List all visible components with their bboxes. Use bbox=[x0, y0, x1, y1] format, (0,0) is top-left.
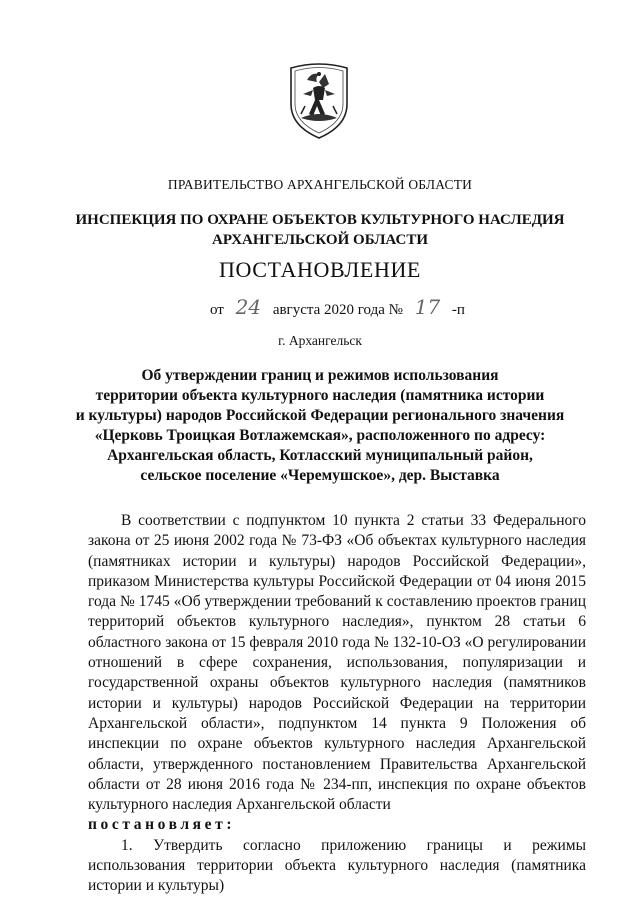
title-line: территории объекта культурного наследия (памятника истории bbox=[95, 387, 545, 404]
title-line: Архангельская область, Котласский муниципальный район, bbox=[107, 447, 533, 464]
handwritten-number: 17 bbox=[414, 295, 441, 319]
preamble-paragraph: В соответствии с подпунктом 10 пункта 2 статьи 33 Федерального закона от 25 июня 2002 года № 73-ФЗ «Об объектах культурного наследия (памятниках истории и культуры) народов Российской Федерации», приказом Министерства культуры Российской Федерации от 04 июня 2015 года № 1745 «Об утверждении требований к составлению проектов границ территорий объектов культурного наследия», пунктом 28 статьи 6 областного закона от 15 февраля 2010 года № 132-10-ОЗ «О регулировании отношений в сфере сохранения, использования, популяризации и государственной охраны объектов культурного наследия (памятников истории и культуры) народов Российской Федерации на территории Архангельской области», подпунктом 14 пункта 9 Положения об инспекции по охране объектов культурного наследия Архангельской области, утвержденного постановлением Правительства Архангельской области от 28 июня 2016 года № 234-пп, инспекция по охране объектов культурного наследия Архангельской области bbox=[88, 512, 586, 814]
handwritten-day: 24 bbox=[235, 295, 262, 319]
coat-of-arms-emblem bbox=[285, 60, 353, 140]
title-line: «Церковь Троицкая Вотлажемская», расположенного по адресу: bbox=[94, 427, 546, 444]
issuing-authority-line2: АРХАНГЕЛЬСКОЙ ОБЛАСТИ bbox=[212, 232, 428, 248]
issuing-authority-line1: ИНСПЕКЦИЯ ПО ОХРАНЕ ОБЪЕКТОВ КУЛЬТУРНОГО НАСЛЕДИЯ bbox=[75, 212, 565, 228]
government-name: ПРАВИТЕЛЬСТВО АРХАНГЕЛЬСКОЙ ОБЛАСТИ bbox=[167, 177, 473, 192]
city: г. Архангельск bbox=[278, 333, 362, 348]
title-line: сельское поселение «Черемушское», дер. Выставка bbox=[140, 467, 500, 484]
date-number-line bbox=[210, 295, 540, 319]
number-suffix: -п bbox=[451, 302, 465, 318]
document-body bbox=[88, 511, 586, 897]
document-title bbox=[0, 366, 640, 486]
title-line: Об утверждении границ и режимов использования bbox=[141, 367, 499, 384]
issuing-authority bbox=[0, 210, 640, 250]
document-type: ПОСТАНОВЛЕНИЕ bbox=[219, 257, 421, 282]
resolution-item-1: 1. Утвердить согласно приложению границы и режимы использования территории объекта культурного наследия (памятника истории и культуры) bbox=[88, 836, 586, 895]
title-line: и культуры) народов Российской Федерации регионального значения bbox=[75, 407, 565, 424]
date-prefix: от bbox=[210, 302, 224, 318]
month-year-number-label: августа 2020 года № bbox=[272, 302, 403, 318]
resolves-keyword: постановляет: bbox=[88, 816, 236, 834]
